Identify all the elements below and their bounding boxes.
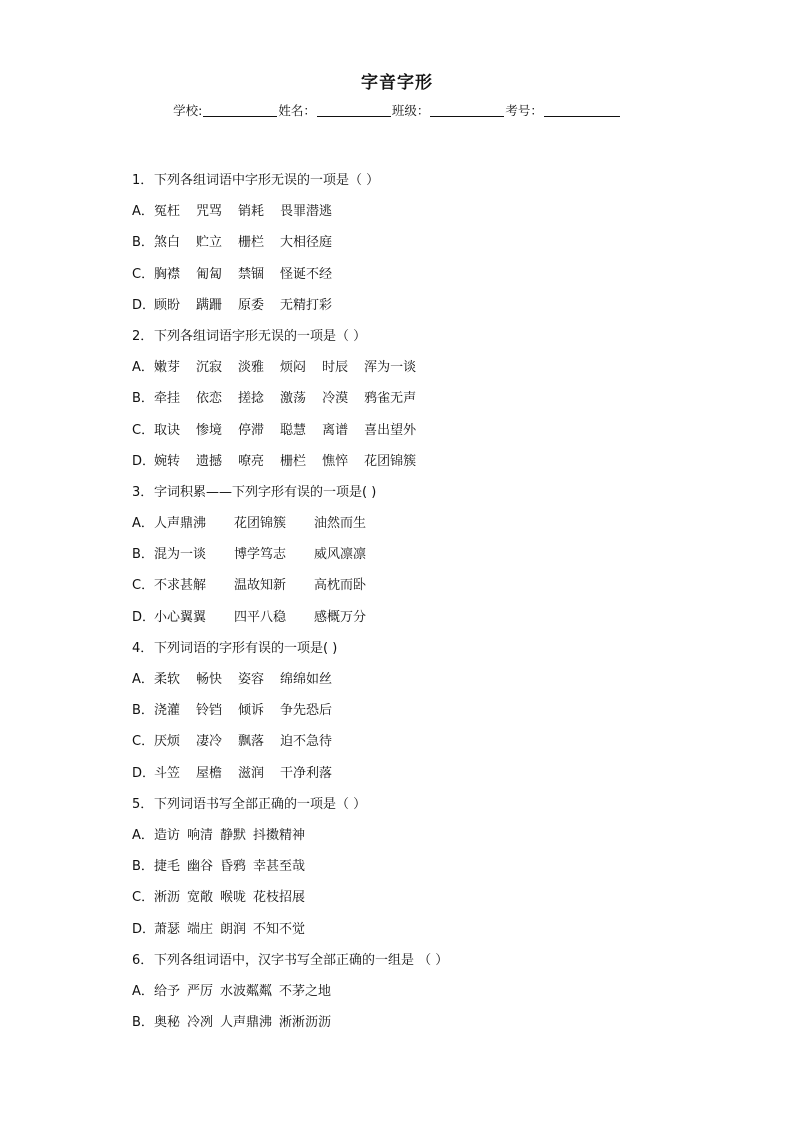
option-word: 婉转 bbox=[154, 453, 181, 469]
option-word: 严厉 bbox=[187, 983, 214, 999]
option-word: 禁锢 bbox=[238, 266, 265, 282]
option-word: 嫩芽 bbox=[154, 360, 181, 376]
option-word: 嘹亮 bbox=[238, 453, 265, 469]
option-word: 不求甚解 bbox=[154, 578, 207, 594]
option-word: 淅沥 bbox=[154, 890, 181, 906]
option-word: 静默 bbox=[220, 827, 247, 843]
option-word: 憔悴 bbox=[322, 453, 349, 469]
option-word: 牵挂 bbox=[154, 391, 181, 407]
option-letter: D． bbox=[132, 453, 156, 469]
option-word: 花团锦簇 bbox=[364, 453, 417, 469]
option-word: 姿容 bbox=[238, 672, 265, 687]
option-letter: C． bbox=[132, 266, 155, 282]
option-letter: A． bbox=[132, 983, 154, 999]
option-word: 搓捻 bbox=[238, 391, 265, 407]
question-stem bbox=[132, 170, 752, 201]
question-text: 下列各组词语字形无误的一项是（ ） bbox=[154, 328, 367, 344]
question-stem bbox=[132, 638, 752, 669]
option-letter: D． bbox=[132, 765, 156, 781]
option-row[interactable] bbox=[132, 264, 752, 295]
option-word: 煞白 bbox=[154, 235, 181, 251]
option-word: 时辰 bbox=[322, 360, 349, 376]
option-row[interactable] bbox=[132, 357, 752, 388]
page-title: 字音字形 bbox=[361, 73, 433, 93]
option-word: 油然而生 bbox=[314, 516, 367, 532]
option-word: 人声鼎沸 bbox=[220, 1015, 273, 1031]
option-word: 人声鼎沸 bbox=[154, 516, 207, 532]
option-word: 取诀 bbox=[154, 422, 181, 438]
option-word: 花枝招展 bbox=[253, 890, 306, 906]
option-word: 博学笃志 bbox=[234, 547, 287, 563]
option-letter: B． bbox=[132, 1015, 154, 1031]
option-letter: A． bbox=[132, 360, 154, 376]
student-info-line bbox=[0, 101, 794, 119]
question-stem bbox=[132, 950, 752, 981]
option-word: 冷漠 bbox=[322, 391, 349, 407]
option-row[interactable] bbox=[132, 763, 752, 794]
option-word: 喉咙 bbox=[220, 890, 247, 906]
option-word: 鸦雀无声 bbox=[364, 391, 417, 407]
question-number: 6． bbox=[132, 952, 154, 968]
question-number: 1． bbox=[132, 173, 154, 188]
option-word: 干净利落 bbox=[280, 765, 333, 781]
option-word: 怪诞不经 bbox=[280, 266, 333, 282]
option-row[interactable] bbox=[132, 981, 752, 1012]
option-row[interactable] bbox=[132, 451, 752, 482]
question-text: 下列词语书写全部正确的一项是（ ） bbox=[154, 796, 367, 812]
option-word: 温故知新 bbox=[234, 578, 287, 594]
option-word: 昏鸦 bbox=[220, 859, 247, 875]
option-word: 无精打彩 bbox=[280, 297, 333, 313]
question-number: 4． bbox=[132, 640, 154, 656]
option-word: 感概万分 bbox=[314, 609, 367, 625]
option-word: 争先恐后 bbox=[280, 703, 333, 719]
option-row[interactable] bbox=[132, 544, 752, 575]
option-row[interactable] bbox=[132, 856, 752, 887]
name-blank[interactable] bbox=[317, 103, 391, 117]
option-row[interactable] bbox=[132, 295, 752, 326]
question-text: 字词积累——下列字形有误的一项是( ) bbox=[154, 484, 377, 500]
option-letter: A． bbox=[132, 516, 154, 532]
option-word: 屋檐 bbox=[196, 765, 223, 781]
option-row[interactable] bbox=[132, 575, 752, 606]
option-letter: C． bbox=[132, 734, 155, 750]
school-blank[interactable] bbox=[203, 103, 277, 117]
option-row[interactable] bbox=[132, 1012, 752, 1043]
option-word: 顾盼 bbox=[154, 297, 181, 313]
option-word: 不茅之地 bbox=[279, 983, 332, 999]
option-letter: B． bbox=[132, 391, 154, 407]
option-word: 激荡 bbox=[280, 391, 307, 407]
option-word: 依恋 bbox=[196, 391, 223, 407]
option-word: 凄冷 bbox=[196, 734, 223, 750]
option-letter: D． bbox=[132, 609, 156, 625]
option-word: 贮立 bbox=[196, 235, 223, 251]
option-word: 停滞 bbox=[238, 422, 265, 438]
option-word: 宽敞 bbox=[187, 890, 214, 906]
option-word: 迫不急待 bbox=[280, 734, 333, 750]
option-word: 高枕而卧 bbox=[314, 578, 367, 594]
option-word: 小心翼翼 bbox=[154, 609, 207, 625]
option-word: 大相径庭 bbox=[280, 235, 333, 251]
option-word: 匍匐 bbox=[196, 266, 223, 282]
option-letter: C． bbox=[132, 890, 155, 906]
option-word: 滋润 bbox=[238, 765, 265, 781]
option-letter: A． bbox=[132, 827, 154, 843]
option-word: 斗笠 bbox=[154, 765, 181, 781]
option-letter: A． bbox=[132, 672, 154, 687]
option-row[interactable] bbox=[132, 232, 752, 263]
class-label: 班级： bbox=[391, 103, 430, 118]
option-word: 不知不觉 bbox=[253, 921, 306, 937]
option-row[interactable] bbox=[132, 607, 752, 638]
option-word: 幸甚至哉 bbox=[253, 859, 306, 875]
option-word: 混为一谈 bbox=[154, 547, 207, 563]
option-row[interactable] bbox=[132, 201, 752, 232]
option-word: 烦闷 bbox=[280, 360, 307, 376]
option-word: 奥秘 bbox=[154, 1015, 181, 1031]
option-row[interactable] bbox=[132, 700, 752, 731]
option-word: 水波粼粼 bbox=[220, 983, 273, 999]
option-row[interactable] bbox=[132, 420, 752, 451]
option-word: 栅栏 bbox=[280, 453, 307, 469]
question-text: 下列词语的字形有误的一项是( ) bbox=[154, 640, 338, 656]
option-letter: A． bbox=[132, 204, 154, 220]
option-word: 淅淅沥沥 bbox=[279, 1015, 332, 1031]
option-word: 萧瑟 bbox=[154, 921, 181, 937]
option-letter: B． bbox=[132, 703, 154, 719]
option-word: 蹒跚 bbox=[196, 297, 223, 313]
question-text: 下列各组词语中字形无误的一项是（ ） bbox=[154, 173, 380, 188]
option-word: 端庄 bbox=[187, 921, 214, 937]
option-letter: C． bbox=[132, 422, 155, 438]
option-word: 铃铛 bbox=[196, 703, 223, 719]
question-stem bbox=[132, 794, 752, 825]
option-word: 威风凛凛 bbox=[314, 547, 367, 563]
option-word: 给予 bbox=[154, 983, 181, 999]
question-number: 2． bbox=[132, 328, 154, 344]
option-letter: B． bbox=[132, 859, 154, 875]
option-word: 飘落 bbox=[238, 734, 265, 750]
option-word: 倾诉 bbox=[238, 703, 265, 719]
option-word: 四平八稳 bbox=[234, 609, 287, 625]
option-word: 咒骂 bbox=[196, 204, 223, 220]
option-word: 冤枉 bbox=[154, 204, 181, 220]
class-blank[interactable] bbox=[430, 103, 504, 117]
option-word: 绵绵如丝 bbox=[280, 672, 333, 687]
option-row[interactable] bbox=[132, 919, 752, 950]
option-row[interactable] bbox=[132, 825, 752, 856]
option-row[interactable] bbox=[132, 887, 752, 918]
option-row[interactable] bbox=[132, 513, 752, 544]
option-row[interactable] bbox=[132, 669, 752, 700]
option-word: 离谱 bbox=[322, 422, 349, 438]
question-stem bbox=[132, 482, 752, 513]
option-word: 浑为一谈 bbox=[364, 360, 417, 376]
option-word: 畅快 bbox=[196, 672, 223, 687]
option-word: 遗撼 bbox=[196, 453, 223, 469]
school-label: 学校: bbox=[173, 103, 203, 118]
question-stem bbox=[132, 326, 752, 357]
option-word: 造访 bbox=[154, 827, 181, 843]
option-word: 浇灌 bbox=[154, 703, 181, 719]
option-row[interactable] bbox=[132, 731, 752, 762]
option-word: 喜出望外 bbox=[364, 422, 417, 438]
option-word: 原委 bbox=[238, 297, 265, 313]
option-word: 惨境 bbox=[196, 422, 223, 438]
question-text: 下列各组词语中，汉字书写全部正确的一组是 （ ） bbox=[154, 952, 449, 968]
option-word: 沉寂 bbox=[196, 360, 223, 376]
option-word: 淡雅 bbox=[238, 360, 265, 376]
option-word: 聪慧 bbox=[280, 422, 307, 438]
option-word: 幽谷 bbox=[187, 859, 214, 875]
option-word: 抖擞精神 bbox=[253, 827, 306, 843]
question-number: 3． bbox=[132, 484, 154, 500]
option-letter: D． bbox=[132, 921, 156, 937]
option-word: 花团锦簇 bbox=[234, 516, 287, 532]
option-letter: B． bbox=[132, 547, 154, 563]
option-word: 栅栏 bbox=[238, 235, 265, 251]
option-letter: B． bbox=[132, 235, 154, 251]
option-letter: C． bbox=[132, 578, 155, 594]
option-word: 捷毛 bbox=[154, 859, 181, 875]
option-word: 厌烦 bbox=[154, 734, 181, 750]
exam-no-label: 考号： bbox=[505, 103, 543, 118]
option-word: 柔软 bbox=[154, 672, 181, 687]
option-word: 畏罪潜逃 bbox=[280, 204, 333, 220]
option-row[interactable] bbox=[132, 388, 752, 419]
name-label: 姓名： bbox=[278, 103, 316, 118]
question-list bbox=[132, 170, 752, 1043]
option-word: 朗润 bbox=[220, 921, 247, 937]
option-letter: D． bbox=[132, 297, 156, 313]
option-word: 响清 bbox=[187, 827, 214, 843]
exam-no-blank[interactable] bbox=[544, 103, 620, 117]
question-number: 5． bbox=[132, 796, 154, 812]
option-word: 胸襟 bbox=[154, 266, 181, 282]
option-word: 销耗 bbox=[238, 204, 265, 220]
option-word: 冷冽 bbox=[187, 1015, 214, 1031]
